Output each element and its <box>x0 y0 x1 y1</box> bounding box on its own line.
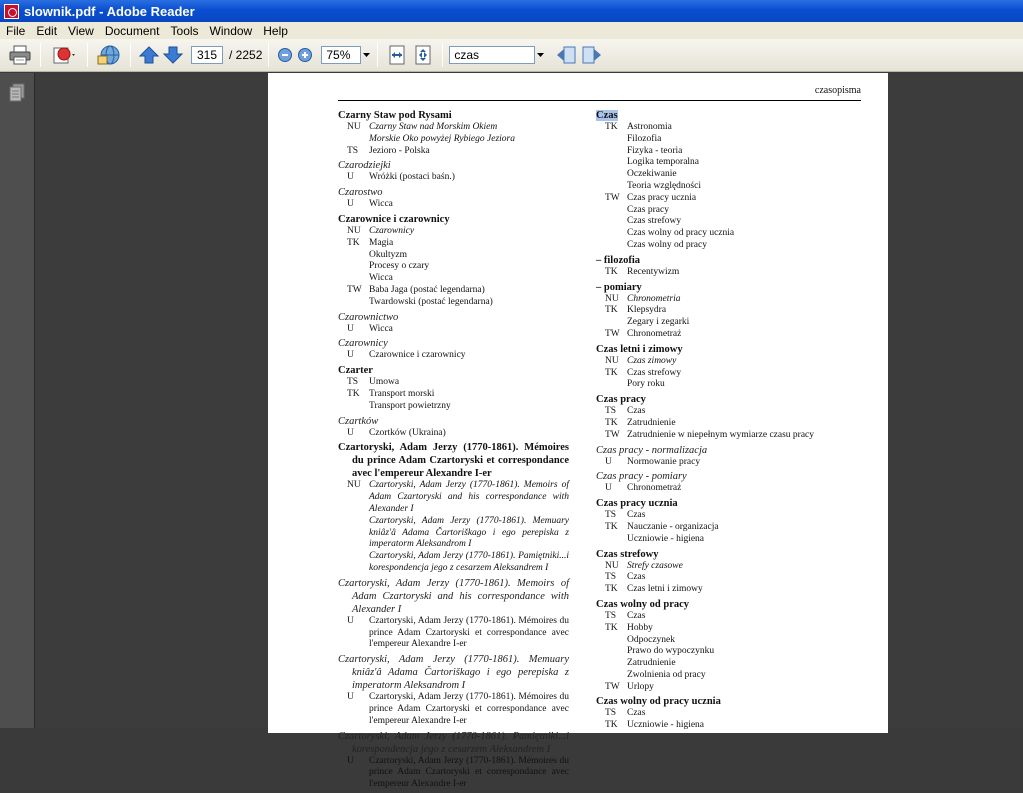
relation-code <box>338 401 369 413</box>
entry-heading: Czas strefowy <box>596 548 659 560</box>
relation-code: TS <box>605 708 617 719</box>
relation-term: Czas strefowy <box>627 216 682 227</box>
relation-line <box>596 635 846 647</box>
search-highlight: Czas <box>596 110 618 121</box>
dictionary-entry <box>338 186 569 211</box>
relation-line <box>596 457 846 469</box>
relation-line <box>596 720 846 732</box>
relation-line <box>596 572 846 584</box>
arrow-up-icon <box>139 46 159 64</box>
dictionary-entry <box>596 343 846 391</box>
relation-line <box>338 134 569 146</box>
relation-code: TS <box>347 377 359 388</box>
relation-line <box>596 368 846 380</box>
relation-term: Okultyzm <box>369 249 407 260</box>
relation-line <box>338 226 569 238</box>
relation-line <box>338 551 569 575</box>
relation-line <box>596 146 846 158</box>
chevron-down-icon <box>363 53 370 58</box>
pdf-page <box>268 73 888 790</box>
fit-width-icon <box>388 45 406 65</box>
relation-line <box>596 317 846 329</box>
arrow-down-icon <box>163 46 183 64</box>
zoom-out-icon <box>277 47 293 63</box>
entry-heading: Czas pracy ucznia <box>596 498 678 510</box>
relation-code <box>596 379 627 391</box>
relation-term: Klepsydra <box>627 305 667 316</box>
relation-line <box>596 534 846 546</box>
menu-view[interactable]: View <box>68 23 94 38</box>
relation-term: Czartoryski, Adam Jerzy (1770-1861). Memuary kniâz'â Adama Čartoriškago i ego perepiska z imperatorm Aleksandrom I <box>369 515 569 550</box>
relation-line <box>338 172 569 184</box>
relation-line <box>596 329 846 341</box>
relation-line <box>338 516 569 551</box>
pdf-app-icon <box>4 4 19 19</box>
relation-code: TK <box>347 388 360 399</box>
relation-term: Uczniowie - higiena <box>627 533 705 544</box>
zoom-out-button[interactable] <box>275 43 295 67</box>
relation-line <box>338 273 569 285</box>
relation-code <box>596 228 627 240</box>
dictionary-entry <box>338 109 569 157</box>
relation-term: Zatrudnienie w niepełnym wymiarze czasu pracy <box>627 429 815 440</box>
fit-page-button[interactable] <box>410 43 436 67</box>
entry-heading: Czas pracy <box>596 394 646 406</box>
relation-line <box>596 240 846 252</box>
relation-code: U <box>605 456 612 467</box>
relation-line <box>338 146 569 158</box>
relation-code: TS <box>605 572 617 583</box>
relation-code: U <box>347 615 354 626</box>
relation-term: Astronomia <box>627 122 672 132</box>
relation-line <box>338 692 569 727</box>
relation-term: Umowa <box>369 377 400 388</box>
relation-term: Czas <box>627 510 646 521</box>
relation-code <box>338 297 369 309</box>
relation-term: Czas <box>627 708 646 719</box>
relation-code: TK <box>605 622 618 633</box>
relation-line <box>596 708 846 720</box>
relation-line <box>596 122 846 134</box>
dictionary-entry <box>596 470 846 495</box>
pages-panel-button[interactable] <box>7 83 27 105</box>
relation-code: TW <box>605 192 620 203</box>
relation-line <box>596 356 846 368</box>
entry-heading: Czarownicy <box>338 338 388 350</box>
menu-file[interactable]: File <box>6 23 26 38</box>
relation-term: Czas <box>627 610 646 621</box>
relation-code <box>338 250 369 262</box>
relation-code <box>338 551 369 575</box>
relation-code: U <box>347 323 354 334</box>
relation-term: Czas zimowy <box>627 355 677 366</box>
relation-line <box>596 584 846 596</box>
chevron-down-icon <box>537 53 544 58</box>
menu-document[interactable]: Document <box>104 23 160 38</box>
relation-line <box>596 561 846 573</box>
relation-code <box>596 635 627 647</box>
relation-line <box>596 611 846 623</box>
relation-line <box>596 169 846 181</box>
relation-code: TS <box>347 145 359 156</box>
relation-term: Chronometria <box>627 293 681 304</box>
relation-code <box>596 216 627 228</box>
relation-code: NU <box>347 480 361 491</box>
relation-line <box>596 216 846 228</box>
relation-line <box>596 623 846 635</box>
right-column <box>596 109 846 734</box>
header-rule <box>338 100 861 101</box>
relation-code: U <box>605 483 612 494</box>
relation-line <box>596 430 846 442</box>
document-view[interactable] <box>36 73 1023 790</box>
relation-code <box>338 261 369 273</box>
relation-code: U <box>347 427 354 438</box>
relation-term: Oczekiwanie <box>627 169 677 180</box>
relation-line <box>596 267 846 279</box>
relation-code <box>596 670 627 682</box>
left-column <box>338 109 569 793</box>
relation-code: NU <box>605 560 619 571</box>
title-bar <box>0 0 1023 22</box>
dictionary-entry <box>596 281 846 341</box>
relation-code: TK <box>605 305 618 316</box>
relation-code: NU <box>347 225 361 236</box>
relation-code <box>596 240 627 252</box>
entry-heading: Czas pracy - pomiary <box>596 471 687 483</box>
relation-term: Zatrudnienie <box>627 417 676 428</box>
menu-tools[interactable]: Tools <box>170 23 199 38</box>
relation-code: TS <box>605 510 617 521</box>
relation-term: Transport powietrzny <box>369 400 451 411</box>
relation-code <box>338 273 369 285</box>
entry-heading: Czas wolny od pracy ucznia <box>596 696 721 708</box>
relation-term: Nauczanie - organizacja <box>627 521 719 532</box>
relation-code: TW <box>605 681 620 692</box>
relation-term: Teoria względności <box>627 180 701 191</box>
relation-code: NU <box>605 355 619 366</box>
relation-line <box>338 480 569 515</box>
relation-line <box>596 181 846 193</box>
relation-code: TK <box>605 266 618 277</box>
create-pdf-icon <box>52 45 76 65</box>
dictionary-entry <box>338 415 569 440</box>
relation-term: Czas letni i zimowy <box>627 584 703 595</box>
actual-size-button[interactable] <box>384 43 410 67</box>
menu-edit[interactable]: Edit <box>36 23 58 38</box>
toolbar <box>0 39 1023 72</box>
relation-code: TK <box>605 417 618 428</box>
relation-term: Wicca <box>369 323 393 334</box>
relation-line <box>338 428 569 440</box>
entry-heading: Czarownice i czarownicy <box>338 213 450 225</box>
fit-page-icon <box>414 45 432 65</box>
relation-term: Zegary i zegarki <box>627 317 690 328</box>
relation-line <box>596 418 846 430</box>
entry-heading: Czarostwo <box>338 187 383 199</box>
zoom-dropdown[interactable] <box>361 43 371 67</box>
dictionary-entry <box>596 598 846 694</box>
relation-term: Hobby <box>627 622 653 633</box>
dictionary-entry <box>596 393 846 441</box>
dictionary-entry <box>338 577 569 651</box>
relation-term: Logika temporalna <box>627 157 700 168</box>
dictionary-entry <box>338 730 569 791</box>
relation-code: TS <box>605 610 617 621</box>
dictionary-entry <box>338 653 569 727</box>
relation-term: Uczniowie - higiena <box>627 720 705 731</box>
relation-term: Filozofia <box>627 133 662 144</box>
entry-heading: Czartoryski, Adam Jerzy (1770-1861). Pamiętniki...i korespondencja jego z cesarzem Aleksandrem I <box>338 730 569 755</box>
navigation-pane <box>0 73 35 728</box>
relation-line <box>596 670 846 682</box>
find-next-button[interactable] <box>579 43 605 67</box>
relation-code <box>596 534 627 546</box>
relation-code <box>596 181 627 193</box>
entry-heading: Czas wolny od pracy <box>596 598 690 610</box>
relation-term: Czarownice i czarownicy <box>369 350 466 361</box>
relation-term: Chronometraż <box>627 483 682 494</box>
relation-term: Baba Jaga (postać legendarna) <box>369 284 485 295</box>
relation-term: Czortków (Ukraina) <box>369 427 446 438</box>
entry-heading: Czarny Staw pod Rysami <box>338 110 452 121</box>
relation-code <box>596 317 627 329</box>
relation-term: Urlopy <box>627 681 654 692</box>
find-previous-button[interactable] <box>553 43 579 67</box>
relation-code: TK <box>605 720 618 731</box>
entry-heading: Czas pracy - normalizacja <box>596 444 708 456</box>
relation-code: TK <box>605 584 618 595</box>
entry-heading: Czartoryski, Adam Jerzy (1770-1861). Memoirs of Adam Czartoryski and his correspondance with Alexander I <box>338 577 569 615</box>
zoom-in-icon <box>297 47 313 63</box>
globe-network-icon <box>97 44 121 66</box>
relation-term: Odpoczynek <box>627 634 676 645</box>
relation-code <box>338 134 369 146</box>
relation-term: Wróżki (postaci baśn.) <box>369 172 455 183</box>
relation-code: U <box>347 199 354 210</box>
relation-code <box>596 205 627 217</box>
relation-line <box>596 682 846 694</box>
dictionary-entry <box>338 364 569 412</box>
dictionary-entry <box>338 441 569 574</box>
relation-line <box>338 250 569 262</box>
entry-heading: Czartoryski, Adam Jerzy (1770-1861). Mémoires du prince Adam Czartoryski et correspondance avec l'empereur Alexandre I-er <box>338 442 569 480</box>
relation-term: Normowanie pracy <box>627 456 701 467</box>
relation-term: Chronometraż <box>627 328 682 339</box>
relation-line <box>338 756 569 791</box>
relation-term: Magia <box>369 237 394 248</box>
relation-line <box>338 261 569 273</box>
relation-term: Czas <box>627 406 646 417</box>
relation-code: TK <box>347 237 360 248</box>
relation-term: Strefy czasowe <box>627 560 683 571</box>
page-total: / 2252 <box>229 48 263 62</box>
relation-line <box>596 294 846 306</box>
pages-icon <box>7 83 27 105</box>
relation-term: Recentywizm <box>627 266 680 277</box>
relation-term: Czas <box>627 572 646 583</box>
relation-code <box>596 169 627 181</box>
search-dropdown[interactable] <box>535 43 545 67</box>
dictionary-entry <box>596 109 846 252</box>
menu-bar <box>0 22 1023 39</box>
relation-code: U <box>347 755 354 766</box>
relation-code: TW <box>605 328 620 339</box>
relation-term: Czartoryski, Adam Jerzy (1770-1861). Mémoires du prince Adam Czartoryski et correspondance avec l'empereur Alexandre I-er <box>369 755 569 790</box>
relation-term: Prawo do wypoczynku <box>627 646 715 657</box>
relation-code <box>596 146 627 158</box>
page-header-word: czasopisma <box>814 85 861 96</box>
relation-code <box>338 516 369 551</box>
dictionary-entry <box>596 695 846 732</box>
collaborate-button[interactable] <box>94 43 124 67</box>
relation-term: Czas pracy <box>627 204 669 215</box>
relation-line <box>596 134 846 146</box>
relation-term: Czas pracy ucznia <box>627 192 697 203</box>
dictionary-entry <box>596 497 846 545</box>
relation-term: Pory roku <box>627 379 665 390</box>
relation-term: Czas wolny od pracy ucznia <box>627 228 735 239</box>
relation-term: Czarownicy <box>369 225 415 236</box>
dictionary-entry <box>596 548 846 596</box>
relation-line <box>338 285 569 297</box>
dictionary-entry <box>596 254 846 279</box>
relation-term: Morskie Oko powyżej Rybiego Jeziora <box>369 133 515 144</box>
relation-line <box>596 406 846 418</box>
relation-term: Czas wolny od pracy <box>627 239 707 250</box>
relation-term: Transport morski <box>369 388 435 399</box>
entry-heading: Czarownictwo <box>338 311 399 323</box>
menu-window[interactable]: Window <box>209 23 253 38</box>
zoom-in-button[interactable] <box>295 43 315 67</box>
relation-code: NU <box>605 293 619 304</box>
print-button[interactable] <box>6 43 34 67</box>
relation-code: U <box>347 350 354 361</box>
relation-line <box>596 305 846 317</box>
relation-line <box>596 379 846 391</box>
relation-line <box>596 205 846 217</box>
relation-line <box>596 228 846 240</box>
dictionary-entry <box>338 311 569 336</box>
relation-code: U <box>347 172 354 183</box>
previous-page-button[interactable] <box>137 43 161 67</box>
window-title: slownik.pdf - Adobe Reader <box>24 3 195 19</box>
relation-term: Jezioro - Polska <box>369 145 430 156</box>
entry-heading <box>596 109 846 122</box>
relation-line <box>338 377 569 389</box>
search-input[interactable]: czas <box>449 46 535 64</box>
relation-term: Zatrudnienie <box>627 658 676 669</box>
entry-heading: Czartoryski, Adam Jerzy (1770-1861). Memuary kniâz'â Adama Čartoriškago i ego perepiska z imperatorm Aleksandrom I <box>338 654 569 692</box>
relation-line <box>596 510 846 522</box>
relation-code: TK <box>605 367 618 378</box>
relation-term: Procesy o czary <box>369 261 430 272</box>
relation-code <box>596 646 627 658</box>
relation-line <box>338 238 569 250</box>
dictionary-entry <box>596 444 846 469</box>
relation-term: Zwolnienia od pracy <box>627 669 706 680</box>
dictionary-entry <box>338 159 569 184</box>
relation-line <box>596 646 846 658</box>
relation-term: Wicca <box>369 273 393 284</box>
menu-help[interactable]: Help <box>263 23 288 38</box>
zoom-level-input[interactable]: 75% <box>321 46 361 64</box>
relation-term: Wicca <box>369 199 393 210</box>
relation-code: TK <box>605 122 618 132</box>
relation-line <box>338 389 569 401</box>
entry-heading: Czarter <box>338 365 373 377</box>
relation-code <box>596 134 627 146</box>
entry-heading: Czas letni i zimowy <box>596 343 683 355</box>
relation-term: Czarny Staw nad Morskim Okiem <box>369 122 498 132</box>
relation-code: TK <box>605 521 618 532</box>
relation-line <box>338 122 569 134</box>
relation-term: Czartoryski, Adam Jerzy (1770-1861). Mémoires du prince Adam Czartoryski et correspondance avec l'empereur Alexandre I-er <box>369 615 569 650</box>
relation-code: U <box>347 692 354 703</box>
relation-code: TW <box>347 284 362 295</box>
relation-line <box>338 616 569 651</box>
relation-code <box>596 157 627 169</box>
relation-term: Czartoryski, Adam Jerzy (1770-1861). Memoirs of Adam Czartoryski and his correspondance with Alexander I <box>369 480 569 514</box>
entry-heading: – filozofia <box>596 254 641 266</box>
relation-term: Twardowski (postać legendarna) <box>369 296 493 307</box>
relation-line <box>338 199 569 211</box>
relation-line <box>596 157 846 169</box>
printer-icon <box>9 45 31 65</box>
relation-code: TW <box>605 429 620 440</box>
next-page-button[interactable] <box>161 43 185 67</box>
dictionary-entry <box>338 213 569 309</box>
relation-term: Czartoryski, Adam Jerzy (1770-1861). Mémoires du prince Adam Czartoryski et correspondance avec l'empereur Alexandre I-er <box>369 692 569 726</box>
relation-line <box>338 401 569 413</box>
relation-line <box>338 297 569 309</box>
relation-term: Fizyka - teoria <box>627 145 683 156</box>
relation-term: Czartoryski, Adam Jerzy (1770-1861). Pamiętniki...i korespondencja jego z cesarzem Aleksandrem I <box>369 551 569 573</box>
relation-code <box>596 658 627 670</box>
entry-heading: – pomiary <box>596 281 642 293</box>
create-pdf-button[interactable] <box>47 43 81 67</box>
entry-heading: Czartków <box>338 415 379 427</box>
find-previous-icon <box>556 46 576 64</box>
relation-line <box>596 522 846 534</box>
relation-line <box>596 193 846 205</box>
find-next-icon <box>582 46 602 64</box>
dictionary-entry <box>338 337 569 362</box>
relation-code: TS <box>605 406 617 417</box>
relation-line <box>338 350 569 362</box>
page-number-input[interactable]: 315 <box>191 46 223 64</box>
entry-heading: Czarodziejki <box>338 160 391 172</box>
relation-code: NU <box>347 122 361 132</box>
relation-line <box>596 658 846 670</box>
relation-line <box>596 483 846 495</box>
relation-term: Czas strefowy <box>627 367 682 378</box>
relation-line <box>338 324 569 336</box>
